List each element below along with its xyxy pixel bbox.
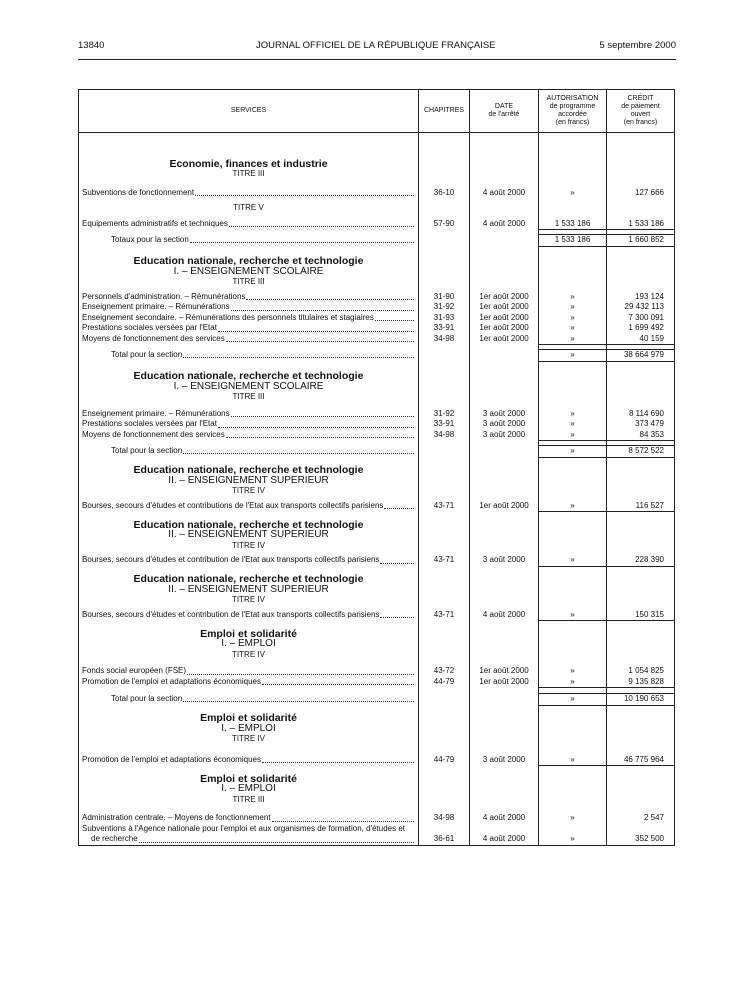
table-row: Prestations sociales versées par l'Etat 33-91 3 août 2000 » 373 479 <box>79 419 675 430</box>
table-row: Bourses, secours d'études et contribution de l'Etat aux transports collectifs parisiens 43-71 3 août 2000 » 228 390 <box>79 555 675 566</box>
section-title: Emploi et solidarité <box>79 629 419 640</box>
page-header <box>78 40 676 54</box>
col-credit: CRÉDIT de paiement ouvert (en francs) <box>607 90 675 133</box>
section-subtitle: II. – ENSEIGNEMENT SUPÉRIEUR <box>79 585 419 596</box>
section-subtitle: I. – EMPLOI <box>79 784 419 795</box>
col-autorisation: AUTORISATION de programme accordée (en francs) <box>539 90 607 133</box>
table-row: Promotion de l'emploi et adaptations économiques 44-79 3 août 2000 » 46 775 964 <box>79 755 675 766</box>
journal-title: JOURNAL OFFICIEL DE LA RÉPUBLIQUE FRANÇAISE <box>256 40 496 51</box>
table-row: Enseignement primaire. – Rémunérations 31-92 1er août 2000 » 29 432 113 <box>79 302 675 313</box>
table-row: Personnels d'administration. – Rémunérations 31-90 1er août 2000 » 193 124 <box>79 292 675 303</box>
table-row: Enseignement secondaire. – Rémunérations des personnels titulaires et stagiaires 31-93 1er août 2000 » 7 300 091 <box>79 313 675 324</box>
total-row: Total pour la section » 8 572 522 <box>79 446 675 458</box>
section-title: Education nationale, recherche et technologie <box>79 371 419 382</box>
table-row: Bourses, secours d'études et contribution de l'Etat aux transports collectifs parisiens 43-71 4 août 2000 » 150 315 <box>79 610 675 621</box>
titre-label: TITRE IV <box>79 541 419 552</box>
section-subtitle: I. – EMPLOI <box>79 724 419 735</box>
total-row: Totaux pour la section 1 533 186 1 660 852 <box>79 235 675 247</box>
section-title: Education nationale, recherche et technologie <box>79 574 419 585</box>
col-chapitres: CHAPITRES <box>419 90 470 133</box>
titre-label: TITRE IV <box>79 734 419 745</box>
titre-label: TITRE III <box>79 795 419 806</box>
section-title: Education nationale, recherche et technologie <box>79 256 419 267</box>
section-subtitle: I. – EMPLOI <box>79 639 419 650</box>
section-title: Emploi et solidarité <box>79 774 419 785</box>
table-row: Administration centrale. – Moyens de fonctionnement 34-98 4 août 2000 » 2 547 <box>79 813 675 824</box>
page-number: 13840 <box>78 40 105 51</box>
table-row: Moyens de fonctionnement des services 34-98 1er août 2000 » 40 159 <box>79 334 675 345</box>
col-services: SERVICES <box>79 90 419 133</box>
section-title: Emploi et solidarité <box>79 713 419 724</box>
total-row: Total pour la section » 38 664 979 <box>79 350 675 362</box>
section-subtitle: II. – ENSEIGNEMENT SUPÉRIEUR <box>79 530 419 541</box>
table-row: Subventions de fonctionnement 36-10 4 août 2000 » 127 666 <box>79 188 675 199</box>
section-title: Education nationale, recherche et technologie <box>79 465 419 476</box>
section-subtitle: I. – ENSEIGNEMENT SCOLAIRE <box>79 382 419 393</box>
col-date: DATE de l'arrêté <box>470 90 539 133</box>
table-row: de recherche 36-61 4 août 2000 » 352 500 <box>79 834 675 845</box>
table-header-row <box>79 90 675 133</box>
table-row: Enseignement primaire. – Rémunérations 31-92 3 août 2000 » 8 114 690 <box>79 409 675 420</box>
section-title: Education nationale, recherche et technologie <box>79 520 419 531</box>
titre-label: TITRE IV <box>79 650 419 661</box>
header-rule <box>78 59 676 60</box>
section-title: Economie, finances et industrie <box>79 159 419 170</box>
table-row: Moyens de fonctionnement des services 34-98 3 août 2000 » 84 353 <box>79 430 675 441</box>
credits-table <box>78 89 675 846</box>
section-subtitle: II. – ENSEIGNEMENT SUPÉRIEUR <box>79 476 419 487</box>
total-row: Total pour la section » 10 190 653 <box>79 694 675 706</box>
table-row: Subventions à l'Agence nationale pour l'emploi et aux organismes de formation, d'études et <box>79 824 675 835</box>
titre-label: TITRE IV <box>79 595 419 606</box>
table-row: Promotion de l'emploi et adaptations économiques 44-79 1er août 2000 » 9 135 828 <box>79 677 675 688</box>
table-row: Prestations sociales versées par l'Etat 33-91 1er août 2000 » 1 699 492 <box>79 323 675 334</box>
table-row: Fonds social européen (FSE) 43-72 1er août 2000 » 1 054 825 <box>79 666 675 677</box>
titre-label: TITRE V <box>79 203 419 214</box>
table-row: Equipements administratifs et techniques 57-90 4 août 2000 1 533 186 1 533 186 <box>79 219 675 230</box>
titre-label: TITRE III <box>79 392 419 403</box>
section-subtitle: I. – ENSEIGNEMENT SCOLAIRE <box>79 267 419 278</box>
titre-label: TITRE III <box>79 169 419 180</box>
titre-label: TITRE III <box>79 277 419 288</box>
titre-label: TITRE IV <box>79 486 419 497</box>
issue-date: 5 septembre 2000 <box>599 40 676 51</box>
table-row: Bourses, secours d'études et contributions de l'Etat aux transports collectifs parisiens 43-71 1er août 2000 » 116 527 <box>79 501 675 512</box>
